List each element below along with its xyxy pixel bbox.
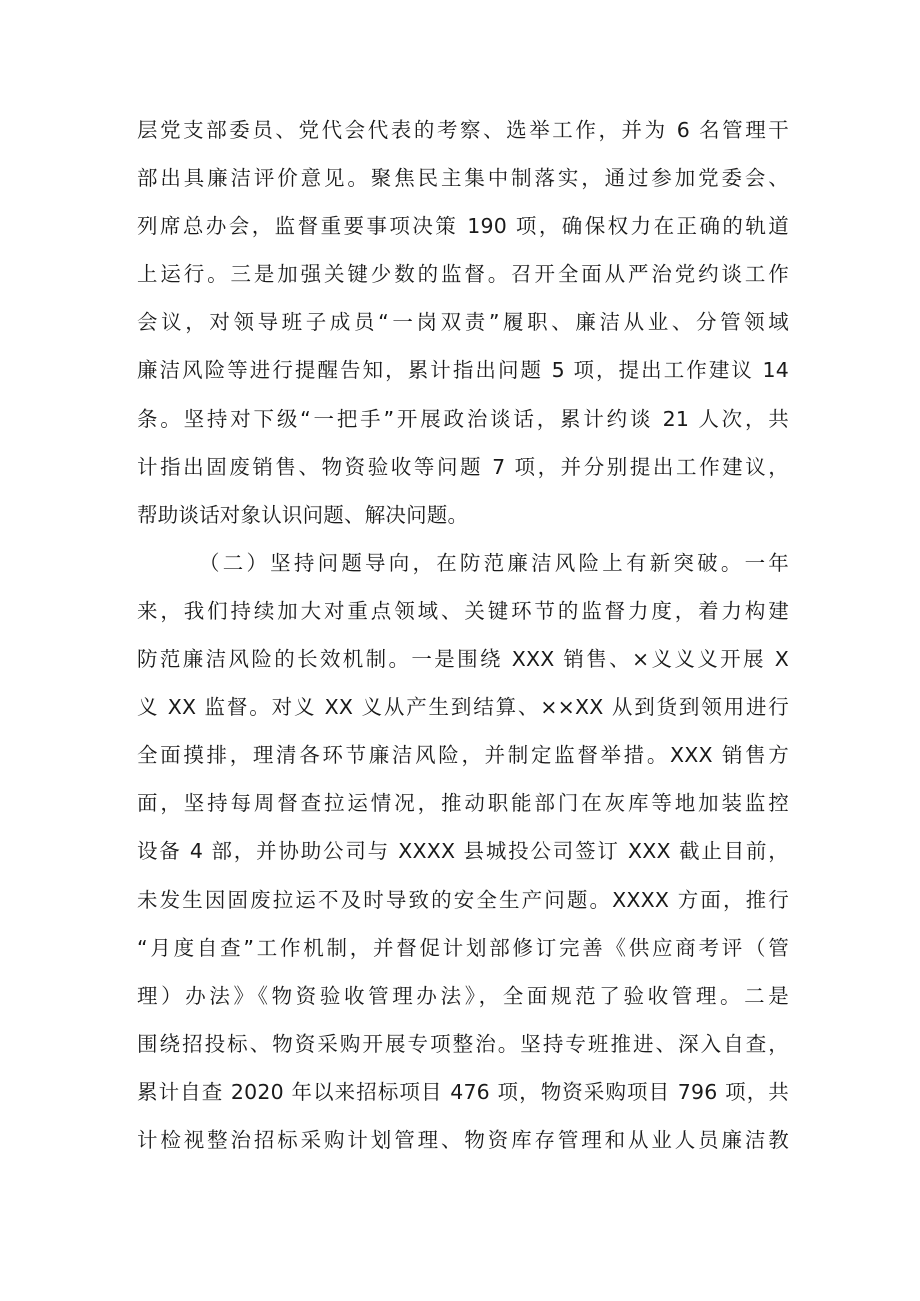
- text-line: 义 XX 监督。对义 XX 义从产生到结算、××XX 从到货到领用进行: [137, 695, 789, 720]
- text-line: 列席总办会，监督重要事项决策 190 项，确保权力在正确的轨道: [137, 214, 789, 239]
- text-line: 全面摸排，理清各环节廉洁风险，并制定监督举措。XXX 销售方: [137, 743, 789, 768]
- text-line: 帮助谈话对象认识问题、解决问题。: [137, 502, 469, 527]
- text-line: 层党支部委员、党代会代表的考察、选举工作，并为 6 名管理干: [137, 118, 789, 142]
- text-line: 部出具廉洁评价意见。聚焦民主集中制落实，通过参加党委会、: [137, 166, 789, 191]
- text-line: 设备 4 部，并协助公司与 XXXX 县城投公司签订 XXX 截止目前，: [137, 839, 789, 864]
- text-line: 廉洁风险等进行提醒告知，累计指出问题 5 项，提出工作建议 14: [137, 358, 789, 383]
- text-line: 条。坚持对下级“一把手”开展政治谈话，累计约谈 21 人次，共: [137, 406, 789, 431]
- text-line: 未发生因固废拉运不及时导致的安全生产问题。XXXX 方面，推行: [137, 887, 789, 912]
- text-line: 会议，对领导班子成员“一岗双责”履职、廉洁从业、分管领域: [137, 310, 789, 335]
- text-line: 计检视整治招标采购计划管理、物资库存管理和从业人员廉洁教: [137, 1127, 789, 1152]
- text-line: “月度自查”工作机制，并督促计划部修订完善《供应商考评（管: [137, 935, 789, 960]
- text-line: 累计自查 2020 年以来招标项目 476 项，物资采购项目 796 项，共: [137, 1079, 789, 1104]
- paragraph-2: [137, 539, 789, 1164]
- text-line: 理）办法》《物资验收管理办法》，全面规范了验收管理。二是: [137, 983, 789, 1008]
- text-line: 防范廉洁风险的长效机制。一是围绕 XXX 销售、×义义义开展 X: [137, 647, 789, 672]
- text-line: 围绕招投标、物资采购开展专项整治。坚持专班推进、深入自查，: [137, 1031, 789, 1056]
- text-line: 来，我们持续加大对重点领域、关键环节的监督力度，着力构建: [137, 598, 789, 623]
- section-heading-line: （二）坚持问题导向，在防范廉洁风险上有新突破。一年: [199, 550, 789, 575]
- text-line: 面，坚持每周督查拉运情况，推动职能部门在灰库等地加装监控: [137, 791, 789, 816]
- text-line: 上运行。三是加强关键少数的监督。召开全面从严治党约谈工作: [137, 262, 789, 287]
- text-line: 计指出固废销售、物资验收等问题 7 项，并分别提出工作建议，: [137, 454, 789, 479]
- paragraph-1: [137, 106, 789, 539]
- document-body: [137, 106, 789, 1164]
